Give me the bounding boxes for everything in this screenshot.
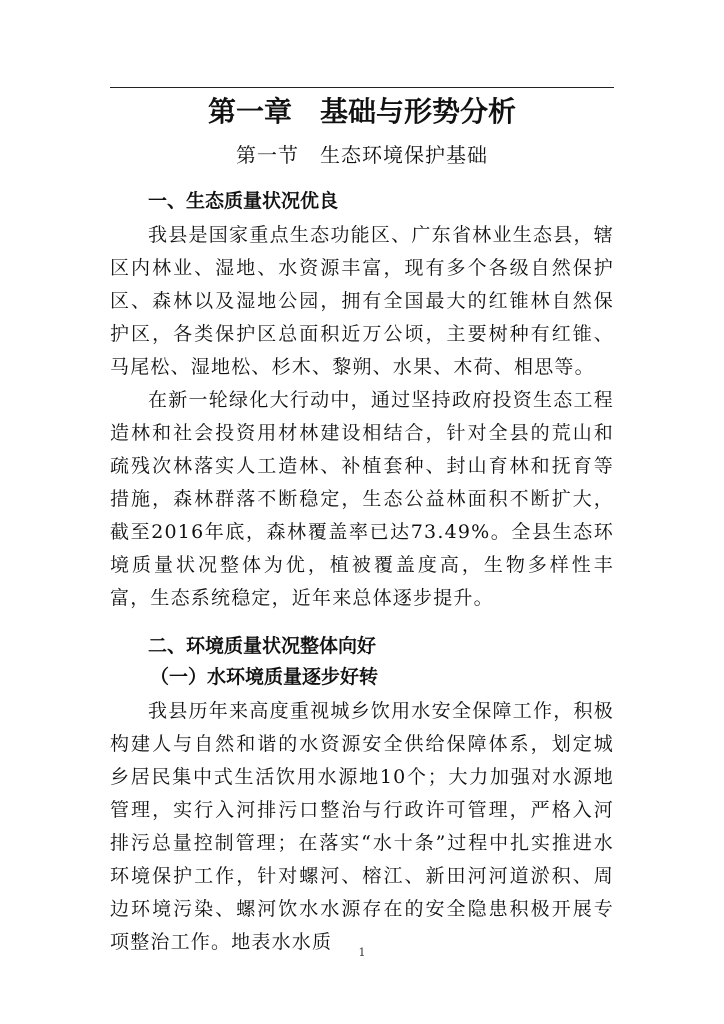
heading-water-environment: （一）水环境质量逐步好转 bbox=[150, 666, 379, 688]
paragraph-greening-action: 在新一轮绿化大行动中，通过坚持政府投资生态工程造林和社会投资用材林建设相结合，针对全县的荒山和疏残次林落实人工造林、补植套种、封山育林和抚育等措施，森林群落不断稳定，生态公益林面积不断扩大，截至2016年底，森林覆盖率已达73.49%。全县生态环境质量状况整体为优，植被覆盖度高，生物多样性丰富，生态系统稳定，近年来总体逐步提升。 bbox=[110, 389, 614, 609]
chapter-title: 第一章 基础与形势分析 bbox=[207, 95, 516, 128]
page-number: 1 bbox=[358, 946, 366, 959]
paragraph-drinking-water: 我县历年来高度重视城乡饮用水安全保障工作，积极构建人与自然和谐的水资源安全供给保障体系，划定城乡居民集中式生活饮用水源地10个；大力加强对水源地管理，实行入河排污口整治与行政许可管理，严格入河排污总量控制管理；在落实“水十条”过程中扎实推进水环境保护工作，针对螺河、榕江、新田河河道淤积、周边环境污染、螺河饮水水源存在的安全隐患积极开展专项整治工作。地表水水质 bbox=[110, 700, 614, 953]
paragraph-county-overview: 我县是国家重点生态功能区、广东省林业生态县，辖区内林业、湿地、水资源丰富，现有多个各级自然保护区、森林以及湿地公园，拥有全国最大的红锥林自然保护区，各类保护区总面积近万公顷，主要树种有红锥、马尾松、湿地松、杉木、黎朔、水果、木荷、相思等。 bbox=[110, 224, 614, 378]
heading-environment-quality: 二、环境质量状况整体向好 bbox=[148, 635, 377, 657]
header-rule bbox=[110, 87, 614, 88]
heading-ecology-quality: 一、生态质量状况优良 bbox=[148, 190, 339, 212]
section-title: 第一节 生态环境保护基础 bbox=[236, 143, 488, 167]
